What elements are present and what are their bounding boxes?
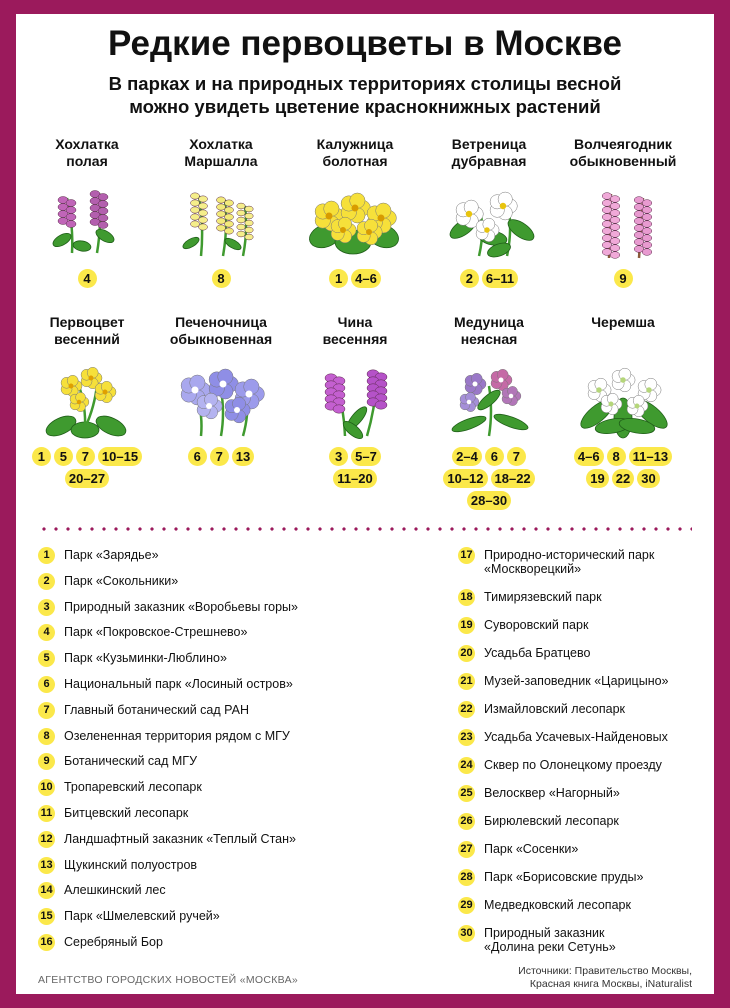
park-number: 8 — [38, 728, 55, 745]
park-name: Природный заказник «Долина реки Сетунь» — [484, 926, 616, 954]
park-name: Тимирязевский парк — [484, 590, 602, 604]
park-number: 3 — [38, 599, 55, 616]
plant-park-numbers — [22, 447, 152, 488]
park-number-row — [290, 269, 420, 288]
park-name: Измайловский лесопарк — [484, 702, 626, 716]
park-name: Усадьба Усачевых-Найденовых — [484, 730, 668, 744]
park-list-item — [38, 935, 298, 961]
lathyrus-vernus-icon — [290, 356, 420, 444]
park-number-badge: 22 — [612, 469, 634, 488]
park-number-badge: 4–6 — [351, 269, 381, 288]
park-number: 1 — [38, 547, 55, 564]
plant-card — [290, 314, 420, 488]
plant-park-numbers — [558, 269, 688, 288]
park-number-row — [290, 469, 420, 488]
park-number: 17 — [458, 547, 475, 564]
sources-line-2: Красная книга Москвы, iNaturalist — [529, 978, 692, 990]
plant-name: Хохлатка полая — [55, 136, 119, 169]
park-number-row — [22, 269, 152, 288]
parks-list-right — [458, 548, 669, 968]
park-number: 15 — [38, 908, 55, 925]
park-name: Ботанический сад МГУ — [64, 754, 198, 769]
park-name: Главный ботанический сад РАН — [64, 702, 250, 717]
park-number-row — [558, 269, 688, 288]
park-number-badge: 2–4 — [452, 447, 482, 466]
park-name: Велосквер «Нагорный» — [484, 786, 620, 800]
pulmonaria-obscura-icon — [424, 356, 554, 444]
park-name: Парк «Борисовские пруды» — [484, 870, 644, 884]
park-number-badge: 30 — [637, 469, 659, 488]
park-name: Озелененная территория рядом с МГУ — [64, 728, 290, 743]
park-number-badge: 11–20 — [333, 469, 376, 488]
park-number: 13 — [38, 857, 55, 874]
park-number-badge: 8 — [212, 269, 231, 288]
park-list-item — [38, 600, 298, 626]
park-number: 26 — [458, 813, 475, 830]
park-list-item — [38, 651, 298, 677]
park-number-badge: 13 — [232, 447, 254, 466]
plant-park-numbers — [22, 269, 152, 288]
park-list-item — [458, 870, 669, 898]
park-number-badge: 4 — [78, 269, 97, 288]
park-number-badge: 7 — [76, 447, 95, 466]
park-number-badge: 5 — [54, 447, 73, 466]
park-list-item — [458, 590, 669, 618]
park-number: 27 — [458, 841, 475, 858]
park-name: Щукинский полуостров — [64, 857, 198, 872]
plant-park-numbers — [558, 447, 688, 488]
park-number-row — [156, 447, 286, 466]
allium-ursinum-icon — [558, 356, 688, 444]
park-name: Ландшафтный заказник «Теплый Стан» — [64, 831, 296, 846]
park-number: 9 — [38, 753, 55, 770]
park-name: Парк «Сосенки» — [484, 842, 579, 856]
subtitle-line-2: можно увидеть цветение краснокнижных растений — [129, 96, 601, 117]
plant-card — [156, 314, 286, 466]
park-name: Битцевский лесопарк — [64, 805, 189, 820]
park-number: 14 — [38, 882, 55, 899]
park-name: Национальный парк «Лосиный остров» — [64, 676, 293, 691]
park-number-badge: 1 — [329, 269, 348, 288]
park-list-item — [38, 548, 298, 574]
park-list-item — [38, 729, 298, 755]
park-number-badge: 5–7 — [351, 447, 381, 466]
park-number-row — [424, 469, 554, 488]
plant-card — [22, 136, 152, 288]
park-number-badge: 6 — [485, 447, 504, 466]
daphne-mezereum-icon — [558, 178, 688, 266]
plant-park-numbers — [424, 447, 554, 510]
plant-name: Первоцвет весенний — [49, 314, 125, 347]
park-number: 24 — [458, 757, 475, 774]
park-number-badge: 11–13 — [629, 447, 672, 466]
park-number-row — [424, 269, 554, 288]
park-number-badge: 7 — [507, 447, 526, 466]
park-number: 21 — [458, 673, 475, 690]
park-number-badge: 19 — [586, 469, 608, 488]
park-number-badge: 2 — [460, 269, 479, 288]
park-list-item — [38, 883, 298, 909]
park-name: Бирюлевский лесопарк — [484, 814, 619, 828]
park-number: 2 — [38, 573, 55, 590]
park-number-row — [424, 491, 554, 510]
park-number: 6 — [38, 676, 55, 693]
sources-note — [518, 965, 692, 991]
park-name: Тропаревский лесопарк — [64, 780, 202, 795]
plant-name: Чина весенняя — [322, 314, 388, 347]
park-number-row — [290, 447, 420, 466]
plant-park-numbers — [424, 269, 554, 288]
park-list-item — [38, 703, 298, 729]
park-number: 29 — [458, 897, 475, 914]
dotted-divider — [38, 527, 692, 531]
park-name: Усадьба Братцево — [484, 646, 591, 660]
park-list-item — [38, 780, 298, 806]
park-list-item — [458, 842, 669, 870]
sources-line-1: Источники: Правительство Москвы, — [518, 965, 692, 977]
park-list-item — [458, 730, 669, 758]
park-number-badge: 6 — [188, 447, 207, 466]
parks-list-left — [38, 548, 298, 961]
park-number-row — [558, 469, 688, 488]
park-name: Парк «Кузьминки-Люблино» — [64, 651, 227, 666]
park-number: 20 — [458, 645, 475, 662]
park-list-item — [458, 618, 669, 646]
park-name: Природно-исторический парк «Москворецкий» — [484, 548, 655, 576]
plant-card — [424, 136, 554, 288]
infographic-card — [16, 14, 714, 994]
park-number-badge: 6–11 — [482, 269, 518, 288]
park-list-item — [38, 754, 298, 780]
page-title: Редкие первоцветы в Москве — [108, 24, 622, 63]
park-number: 28 — [458, 869, 475, 886]
park-number: 25 — [458, 785, 475, 802]
plant-card — [22, 314, 152, 488]
plant-park-numbers — [290, 269, 420, 288]
park-number-row — [558, 447, 688, 466]
park-number-row — [22, 447, 152, 466]
park-number-row — [22, 469, 152, 488]
park-list-item — [458, 898, 669, 926]
park-number-badge: 20–27 — [65, 469, 109, 488]
plant-card — [558, 314, 688, 488]
plant-card — [290, 136, 420, 288]
park-list-item — [38, 832, 298, 858]
park-list-item — [38, 909, 298, 935]
plant-card — [156, 136, 286, 288]
park-list-item — [38, 858, 298, 884]
park-number: 10 — [38, 779, 55, 796]
plant-park-numbers — [156, 269, 286, 288]
park-name: Парк «Покровское-Стрешнево» — [64, 625, 248, 640]
plant-name: Ветреница дубравная — [451, 136, 527, 169]
park-number-badge: 9 — [614, 269, 633, 288]
park-list-item — [458, 548, 669, 590]
park-number-badge: 8 — [607, 447, 626, 466]
park-name: Медведковский лесопарк — [484, 898, 631, 912]
park-number: 19 — [458, 617, 475, 634]
plant-park-numbers — [156, 447, 286, 466]
park-list-item — [458, 646, 669, 674]
park-name: Сквер по Олонецкому проезду — [484, 758, 662, 772]
park-list-item — [458, 926, 669, 968]
park-number-row — [156, 269, 286, 288]
caltha-palustris-icon — [290, 178, 420, 266]
corydalis-marschalliana-icon — [156, 178, 286, 266]
park-name: Серебряный Бор — [64, 934, 163, 949]
subtitle-line-1: В парках и на природных территориях столицы весной — [108, 73, 622, 94]
park-list-item — [458, 786, 669, 814]
park-number-badge: 4–6 — [574, 447, 604, 466]
plant-name: Волчеягодник обыкновенный — [569, 136, 677, 169]
primula-veris-icon — [22, 356, 152, 444]
park-name: Алешкинский лес — [64, 883, 166, 898]
park-number: 22 — [458, 701, 475, 718]
park-number: 4 — [38, 624, 55, 641]
park-number: 11 — [38, 805, 55, 822]
page-subtitle — [16, 72, 714, 118]
park-number: 12 — [38, 831, 55, 848]
park-number-badge: 7 — [210, 447, 229, 466]
plant-park-numbers — [290, 447, 420, 488]
plant-name: Калужница болотная — [316, 136, 394, 169]
park-number-badge: 3 — [329, 447, 348, 466]
park-name: Парк «Зарядье» — [64, 548, 159, 562]
plant-card — [558, 136, 688, 288]
plant-name: Черемша — [591, 314, 655, 330]
park-list-item — [38, 625, 298, 651]
park-list-item — [458, 814, 669, 842]
park-number-row — [424, 447, 554, 466]
park-list-item — [38, 574, 298, 600]
anemone-nemorosa-icon — [424, 178, 554, 266]
park-name: Парк «Шмелевский ручей» — [64, 909, 220, 924]
park-number: 23 — [458, 729, 475, 746]
park-list-item — [38, 806, 298, 832]
park-number-badge: 18–22 — [491, 469, 535, 488]
park-name: Суворовский парк — [484, 618, 589, 632]
park-number-badge: 10–12 — [443, 469, 487, 488]
plant-card — [424, 314, 554, 510]
corydalis-cava-icon — [22, 178, 152, 266]
plant-name: Медуница неясная — [454, 314, 524, 347]
park-number: 16 — [38, 934, 55, 951]
park-list-item — [458, 702, 669, 730]
park-list-item — [38, 677, 298, 703]
park-number: 5 — [38, 650, 55, 667]
hepatica-nobilis-icon — [156, 356, 286, 444]
park-number: 7 — [38, 702, 55, 719]
park-list-item — [458, 758, 669, 786]
park-name: Природный заказник «Воробьевы горы» — [64, 599, 298, 614]
park-number: 30 — [458, 925, 475, 942]
agency-credit: АГЕНТСТВО ГОРОДСКИХ НОВОСТЕЙ «МОСКВА» — [38, 974, 299, 986]
park-name: Музей-заповедник «Царицыно» — [484, 674, 669, 688]
park-number-badge: 28–30 — [467, 491, 511, 510]
park-number-badge: 1 — [32, 447, 51, 466]
park-number: 18 — [458, 589, 475, 606]
park-name: Парк «Сокольники» — [64, 573, 179, 588]
plant-name: Хохлатка Маршалла — [184, 136, 258, 169]
park-list-item — [458, 674, 669, 702]
park-number-badge: 10–15 — [98, 447, 142, 466]
plant-name: Печеночница обыкновенная — [169, 314, 273, 347]
